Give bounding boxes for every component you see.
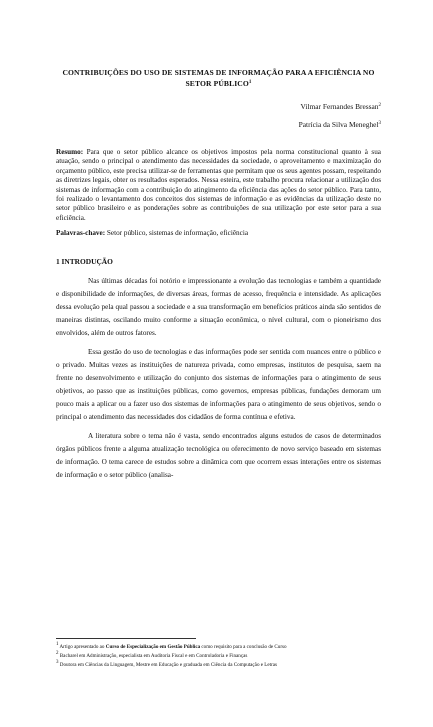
section-heading: 1 INTRODUÇÃO <box>56 256 113 266</box>
footnote-text: Bacharel em Administração, especialista em Auditoria Fiscal e em Controladoria e Finanças <box>59 652 248 659</box>
footnote-text: Doutora em Ciências da Linguagem, Mestre em Educação e graduada em Ciência da Computação e Letras <box>59 661 278 668</box>
author-name: Patrícia da Silva Meneghel <box>298 120 379 129</box>
body-paragraph-1: Nas últimas décadas foi notório e impressionante a evolução das tecnologias e também a quantidade e disponibilidade de informações, de diversas áreas, formas de acesso, frequência e intensidade. As aplicações dessa evolução pela qual passou a sociedade e a sua transformação em benefícios práticos ainda são sentidos de maneiras distintas, oscilando muito conforme a situação econômica, o nível cultural, com o pioneirismo dos envolvidos, além de outros fatores. <box>56 276 381 337</box>
footnote-text-suffix: como requisito para a conclusão de Curso <box>200 644 287 650</box>
keywords-text: Setor público, sistemas de informação, eficiência <box>106 229 249 238</box>
document-page <box>0 67 433 727</box>
footnote-2 <box>56 652 381 661</box>
paper-title-text: CONTRIBUIÇÕES DO USO DE SISTEMAS DE INFORMAÇÃO PARA A EFICIÊNCIA NO SETOR PÚBLICO <box>62 68 375 88</box>
keywords-label: Palavras-chave: <box>56 229 106 238</box>
title-footnote-mark: 1 <box>248 80 252 85</box>
abstract <box>56 148 381 223</box>
author-2 <box>56 119 381 130</box>
footnotes <box>56 638 381 669</box>
author-footnote-mark: 2 <box>378 103 381 108</box>
keywords <box>56 229 381 238</box>
abstract-label: Resumo: <box>56 148 84 156</box>
footnote-3 <box>56 661 381 670</box>
paper-title <box>56 67 381 89</box>
footnote-mark: 2 <box>56 650 59 656</box>
author-name: Vilmar Fernandes Bressan <box>300 102 379 111</box>
footnote-1 <box>56 643 381 652</box>
author-list <box>56 101 381 130</box>
footnote-divider <box>56 638 196 639</box>
footnote-text: Artigo apresentado ao <box>59 644 106 650</box>
body-paragraph-3: A literatura sobre o tema não é vasta, sendo encontrados alguns estudos de casos de determinados órgãos públicos frente a alguma atualização tecnológica ou oferecimento de novo serviço baseado em sistemas de informação. O tema carece de estudos sobre a dinâmica com que ocorrem essas interações entre os sistemas de informação e o setor público (analisa- <box>56 431 381 479</box>
author-footnote-mark: 3 <box>378 121 381 126</box>
footnote-mark: 1 <box>56 642 59 647</box>
body-paragraph-2: Essa gestão do uso de tecnologias e das informações pode ser sentida com nuances entre o público e o privado. Muitas vezes as instituições de natureza privada, como empresas, institutos de pesquisa, saem na frente no desenvolvimento e utilização do conjunto dos sistemas de informações para o atingimento de seus objetivos, ao passo que as instituições públicas, como governos, empresas públicas, fundações demoram um pouco mais a aplicar ou a fazer uso dos sistemas de informações para o atingimento de seus objetivos, sendo o principal o atendimento das necessidades dos cidadãos de forma contínua e efetiva. <box>56 347 381 421</box>
abstract-text: Para que o setor público alcance os objetivos impostos pela norma constitucional quanto à sua atuação, sendo o principal o atendimento das necessidades da sociedade, o aproveitamento e maximização do orçamento público, este precisa utilizar-se de ferramentas que permitam que os seus agentes possam, respeitando as diretrizes legais, obter os resultados esperados. Nessa esteira, este trabalho procura relacionar a utilização dos sistemas de informação com a contribuição do atingimento da eficiência das ações do setor público. Para tanto, foi realizado o levantamento dos conceitos dos sistemas de informação e as evidências da utilização deste no setor público brasileiro e as ponderações sobre as contribuições de sua utilização por este setor para a sua eficiência. <box>56 148 382 222</box>
footnote-mark: 3 <box>56 659 59 665</box>
author-1 <box>56 101 381 112</box>
footnote-course-name: Curso de Especialização em Gestão Pública <box>105 644 201 650</box>
